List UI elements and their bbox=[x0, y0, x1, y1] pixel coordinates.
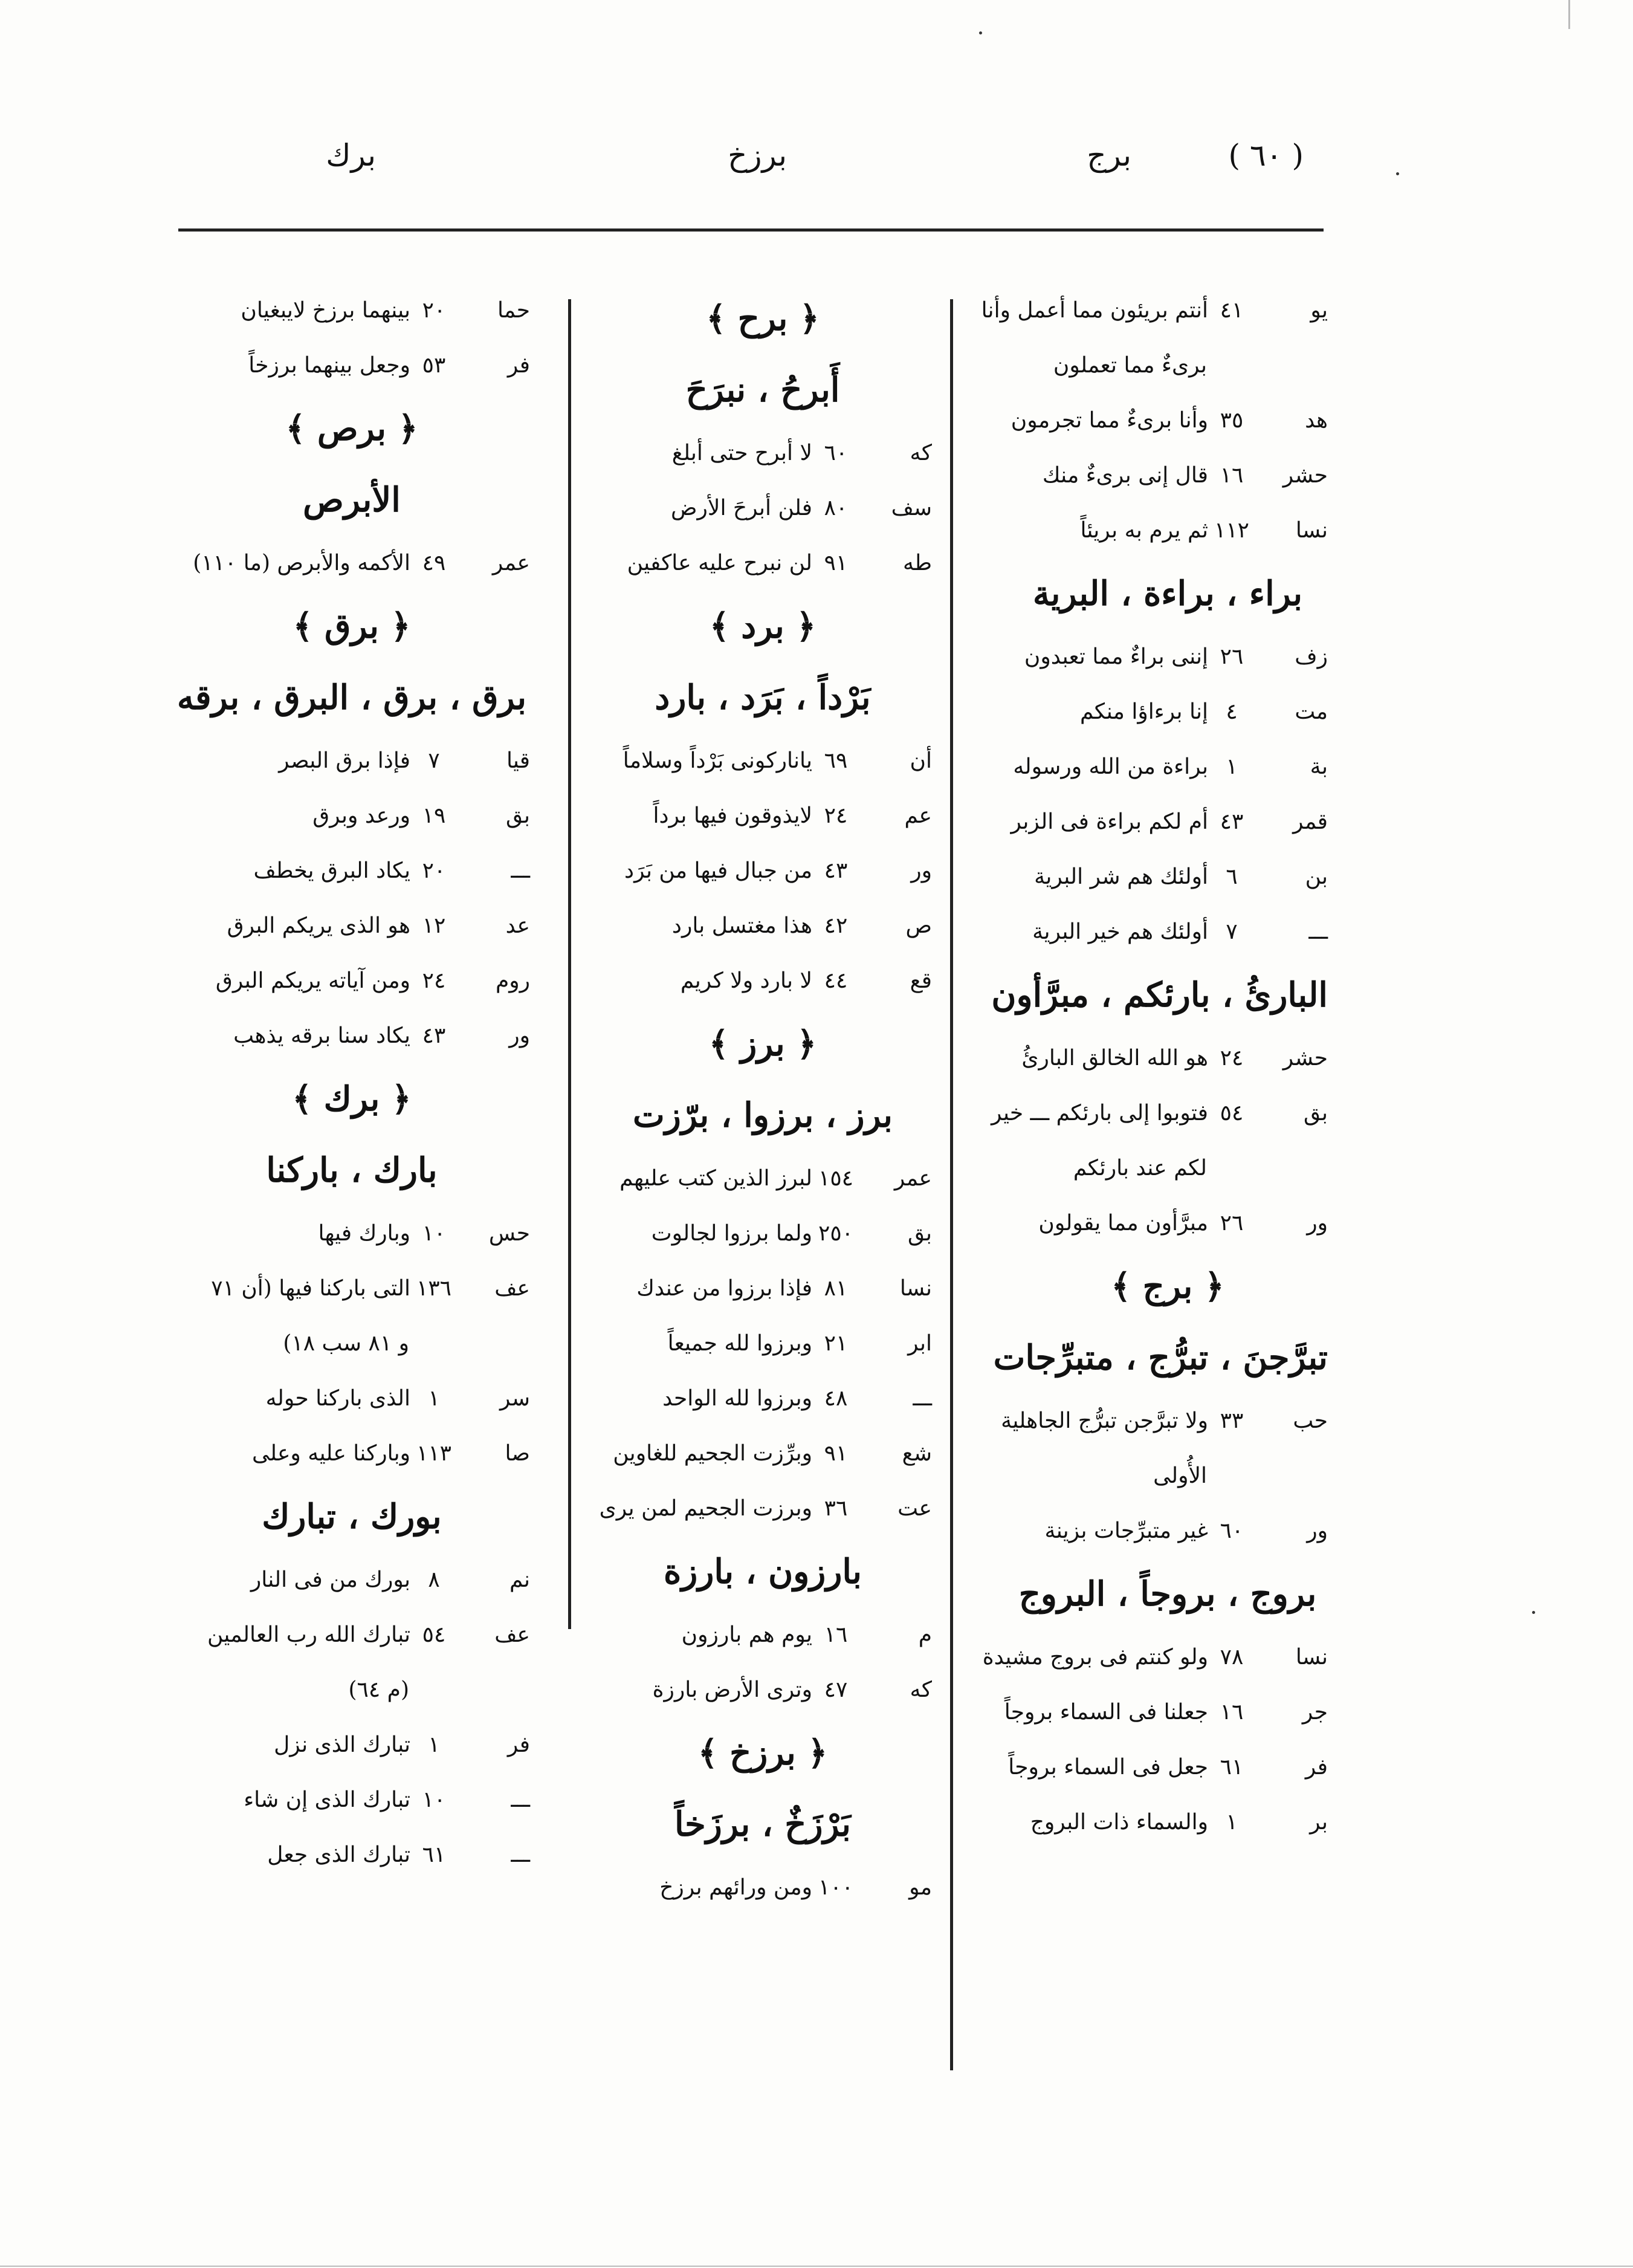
verse-entry bbox=[593, 1316, 932, 1371]
verse-entry bbox=[1004, 1685, 1328, 1740]
scan-speck bbox=[1396, 172, 1399, 175]
verse-entry bbox=[593, 733, 932, 788]
surah-ref: سف bbox=[891, 496, 932, 520]
surah-ref: ـــ bbox=[1308, 919, 1328, 944]
verse-text: وبارك فيها bbox=[318, 1221, 410, 1246]
verse-number: ١ bbox=[1226, 1810, 1238, 1835]
root-heading: ﴿ برزخ ﴾ bbox=[697, 1733, 828, 1773]
surah-ref: بر bbox=[1310, 1810, 1328, 1835]
surah-ref: نسا bbox=[899, 1276, 932, 1301]
verse-text: فلن أبرحَ الأرض bbox=[671, 496, 812, 520]
verse-number: ٢٥٠ bbox=[818, 1221, 853, 1246]
verse-number: ٥٣ bbox=[422, 353, 446, 378]
verse-number: ٦١ bbox=[422, 1842, 446, 1867]
verse-number: ٨١ bbox=[824, 1276, 848, 1301]
surah-ref: بق bbox=[505, 803, 530, 828]
verse-text: يكاد سنا برقه يذهب bbox=[233, 1023, 410, 1048]
surah-ref: مو bbox=[909, 1875, 932, 1900]
verse-continuation: (م ٦٤) bbox=[348, 1677, 409, 1702]
verse-text: لايذوقون فيها برداً bbox=[653, 803, 812, 828]
scan-speck bbox=[979, 31, 982, 34]
surah-ref: بة bbox=[1310, 754, 1328, 779]
verse-entry bbox=[173, 1261, 530, 1316]
verse-number: ٤ bbox=[1226, 699, 1238, 724]
verse-number: ٤٢ bbox=[824, 913, 848, 938]
verse-text: التى باركنا فيها (أن ٧١ bbox=[211, 1276, 410, 1301]
verse-number: ١٦ bbox=[1220, 463, 1244, 488]
verse-text: ورعد وبرق bbox=[312, 803, 410, 828]
surah-ref: فر bbox=[507, 1732, 530, 1757]
verse-entry bbox=[593, 1206, 932, 1261]
word-forms-heading: الأبرص bbox=[303, 480, 401, 520]
verse-text: لن نبرح عليه عاكفين bbox=[627, 551, 812, 575]
surah-ref: نسا bbox=[1295, 518, 1328, 543]
surah-ref: عمر bbox=[894, 1166, 932, 1191]
verse-entry bbox=[593, 898, 932, 953]
verse-entry bbox=[1007, 1503, 1328, 1558]
verse-entry bbox=[173, 1008, 530, 1063]
verse-text: تبارك الذى نزل bbox=[274, 1732, 410, 1757]
verse-text: وبرزوا لله جميعاً bbox=[667, 1331, 812, 1356]
surah-ref: ـــ bbox=[511, 1787, 530, 1812]
surah-ref: سر bbox=[499, 1386, 530, 1411]
surah-ref: حما bbox=[497, 298, 530, 323]
root-heading: ﴿ برز ﴾ bbox=[708, 1024, 817, 1064]
surah-ref: هد bbox=[1305, 408, 1328, 433]
scan-speck bbox=[1532, 1611, 1535, 1614]
verse-entry bbox=[593, 1151, 932, 1206]
verse-text: جعلنا فى السماء بروجاً bbox=[1004, 1700, 1208, 1725]
verse-text: وبرزت الجحيم لمن يرى bbox=[599, 1496, 812, 1521]
verse-entry bbox=[1007, 1031, 1328, 1086]
word-forms-heading: البارئُ ، بارئكم ، مبرَّأون bbox=[991, 975, 1328, 1015]
verse-entry bbox=[173, 843, 530, 898]
verse-number: ٢٦ bbox=[1220, 644, 1244, 669]
column-left bbox=[173, 283, 530, 1882]
verse-number: ١١٣ bbox=[416, 1441, 451, 1466]
header-rule bbox=[178, 228, 1324, 232]
word-forms-heading: بورك ، تبارك bbox=[262, 1497, 442, 1537]
verse-text: وجعل بينهما برزخاً bbox=[248, 353, 410, 378]
verse-text: براءة من الله ورسوله bbox=[1013, 754, 1208, 779]
verse-number: ١٠ bbox=[422, 1787, 446, 1812]
verse-text: أم لكم براءة فى الزبر bbox=[1011, 809, 1208, 834]
verse-number: ٩١ bbox=[824, 551, 848, 575]
verse-entry bbox=[1007, 393, 1328, 448]
verse-text: والسماء ذات البروج bbox=[1030, 1810, 1208, 1835]
verse-entry bbox=[173, 283, 530, 338]
verse-number: ١٦ bbox=[1220, 1700, 1244, 1725]
verse-continuation: الأُولى bbox=[1153, 1463, 1207, 1488]
verse-entry bbox=[173, 338, 530, 393]
verse-text: فإذا برق البصر bbox=[279, 748, 410, 773]
verse-entry bbox=[173, 1371, 530, 1426]
verse-number: ٤٣ bbox=[1220, 809, 1244, 834]
verse-entry bbox=[593, 1261, 932, 1316]
word-forms-heading: بَرْزَخٌ ، برزَخاً bbox=[674, 1804, 851, 1844]
word-forms-heading: بروج ، بروجاً ، البروج bbox=[1018, 1574, 1317, 1614]
surah-ref: م bbox=[918, 1622, 932, 1647]
verse-text: فتوبوا إلى بارئكم ـــ خير bbox=[991, 1101, 1208, 1126]
verse-entry bbox=[173, 788, 530, 843]
verse-text: وبرِّزت الجحيم للغاوين bbox=[613, 1441, 812, 1466]
surah-ref: كه bbox=[910, 441, 932, 465]
verse-entry bbox=[173, 733, 530, 788]
surah-ref: يو bbox=[1310, 298, 1328, 323]
verse-text: ولو كنتم فى بروج مشيدة bbox=[982, 1645, 1208, 1670]
verse-number: ٢٤ bbox=[422, 968, 446, 993]
verse-number: ١ bbox=[1226, 754, 1238, 779]
verse-text: هذا مغتسل بارد bbox=[671, 913, 812, 938]
column-divider-left bbox=[568, 299, 571, 1629]
verse-entry bbox=[1007, 794, 1328, 849]
verse-continuation: و ٨١ سب ١٨) bbox=[283, 1331, 409, 1356]
surah-ref: ـــ bbox=[511, 1842, 530, 1867]
column-divider-right bbox=[950, 299, 953, 2070]
verse-entry bbox=[1007, 448, 1328, 503]
surah-ref: ـــ bbox=[511, 858, 530, 883]
verse-number: ٦١ bbox=[1220, 1755, 1244, 1780]
verse-text: تبارك الذى إن شاء bbox=[244, 1787, 410, 1812]
verse-text: غير متبرِّجات بزينة bbox=[1044, 1518, 1208, 1543]
verse-text: ومن آياته يريكم البرق bbox=[215, 968, 410, 993]
verse-number: ٧٨ bbox=[1220, 1645, 1244, 1670]
column-middle bbox=[593, 283, 932, 1915]
word-forms-heading: بارزون ، بارزة bbox=[663, 1552, 862, 1592]
surah-ref: نم bbox=[509, 1567, 530, 1592]
header-word-right: برج bbox=[1087, 138, 1131, 173]
verse-text: الذى باركنا حوله bbox=[265, 1386, 410, 1411]
verse-entry bbox=[173, 1717, 530, 1772]
verse-entry bbox=[593, 536, 932, 591]
verse-entry bbox=[991, 1086, 1328, 1141]
verse-entry bbox=[173, 953, 530, 1008]
verse-text: هو الذى يريكم البرق bbox=[227, 913, 410, 938]
verse-number: ١٩ bbox=[422, 803, 446, 828]
verse-text: أولئك هم شر البرية bbox=[1034, 864, 1208, 889]
verse-entry bbox=[173, 1772, 530, 1827]
verse-entry bbox=[1007, 904, 1328, 959]
word-forms-heading: بارك ، باركنا bbox=[266, 1150, 438, 1190]
surah-ref: نسا bbox=[1295, 1645, 1328, 1670]
scan-edge bbox=[1568, 0, 1570, 29]
root-heading: ﴿ برج ﴾ bbox=[1111, 1266, 1224, 1306]
verse-number: ٣٦ bbox=[824, 1496, 848, 1521]
verse-number: ٦٠ bbox=[1220, 1518, 1244, 1543]
verse-text: ومن ورائهم برزخ bbox=[659, 1875, 812, 1900]
verse-number: ٢٤ bbox=[824, 803, 848, 828]
root-heading: ﴿ برص ﴾ bbox=[285, 409, 418, 449]
verse-number: ٢٠ bbox=[422, 298, 446, 323]
verse-text: قال إنى برىءٌ منك bbox=[1042, 463, 1208, 488]
verse-entry bbox=[173, 1552, 530, 1607]
root-heading: ﴿ برد ﴾ bbox=[709, 606, 816, 646]
word-forms-heading: براء ، براءة ، البرية bbox=[1032, 574, 1303, 614]
verse-continuation: برىءٌ مما تعملون bbox=[1053, 353, 1207, 378]
surah-ref: عف bbox=[494, 1276, 530, 1301]
verse-entry bbox=[593, 1607, 932, 1662]
verse-text: وأنا برىءٌ مما تجرمون bbox=[1011, 408, 1208, 433]
surah-ref: روم bbox=[495, 968, 530, 993]
surah-ref: أن bbox=[910, 748, 932, 773]
verse-text: يكاد البرق يخطف bbox=[253, 858, 410, 883]
verse-entry bbox=[593, 1426, 932, 1481]
verse-text: مبرَّأون مما يقولون bbox=[1038, 1211, 1208, 1236]
verse-number: ٧ bbox=[1226, 919, 1238, 944]
verse-number: ١٠٠ bbox=[818, 1875, 853, 1900]
verse-number: ٥٤ bbox=[1220, 1101, 1244, 1126]
verse-entry bbox=[593, 1662, 932, 1717]
verse-entry bbox=[173, 1607, 530, 1662]
surah-ref: صا bbox=[505, 1441, 530, 1466]
surah-ref: جر bbox=[1302, 1700, 1328, 1725]
verse-entry bbox=[593, 1481, 932, 1536]
verse-number: ١٣٦ bbox=[416, 1276, 451, 1301]
verse-text: لا أبرح حتى أبلغ bbox=[671, 441, 812, 465]
header-word-center: برزخ bbox=[728, 138, 787, 173]
header-word-left: برك bbox=[326, 138, 376, 173]
surah-ref: حس bbox=[488, 1221, 530, 1246]
verse-text: ثم يرم به بريئاً bbox=[1080, 518, 1208, 543]
surah-ref: ور bbox=[1307, 1518, 1328, 1543]
surah-ref: عت bbox=[897, 1496, 932, 1521]
surah-ref: فر bbox=[507, 353, 530, 378]
surah-ref: شع bbox=[902, 1441, 932, 1466]
verse-number: ٢٤ bbox=[1220, 1046, 1244, 1071]
verse-entry bbox=[593, 1860, 932, 1915]
verse-text: هو الله الخالق البارئُ bbox=[1021, 1046, 1208, 1071]
verse-text: لبرز الذين كتب عليهم bbox=[619, 1166, 812, 1191]
surah-ref: ور bbox=[509, 1023, 530, 1048]
surah-ref: قمر bbox=[1293, 809, 1328, 834]
surah-ref: ور bbox=[1307, 1211, 1328, 1236]
verse-text: بورك من فى النار bbox=[250, 1567, 410, 1592]
surah-ref: بق bbox=[907, 1221, 932, 1246]
verse-number: ٢٦ bbox=[1220, 1211, 1244, 1236]
root-heading: ﴿ برك ﴾ bbox=[292, 1079, 412, 1119]
verse-text: تبارك الذى جعل bbox=[267, 1842, 410, 1867]
verse-number: ٦٠ bbox=[824, 441, 848, 465]
verse-entry bbox=[173, 898, 530, 953]
verse-entry bbox=[593, 788, 932, 843]
verse-text: إننى براءٌ مما تعبدون bbox=[1024, 644, 1208, 669]
verse-entry bbox=[1007, 503, 1328, 558]
surah-ref: قع bbox=[910, 968, 932, 993]
verse-entry bbox=[173, 1206, 530, 1261]
verse-number: ١١٢ bbox=[1214, 518, 1249, 543]
verse-text: أنتم بريئون مما أعمل وأنا bbox=[981, 298, 1208, 323]
verse-text: فإذا برزوا من عندك bbox=[636, 1276, 812, 1301]
verse-text: لا بارد ولا كريم bbox=[680, 968, 812, 993]
verse-entry bbox=[1007, 684, 1328, 739]
verse-number: ٧ bbox=[428, 748, 440, 773]
page-number: ( ٦٠ ) bbox=[1228, 138, 1304, 173]
verse-entry bbox=[1007, 1740, 1328, 1795]
verse-number: ٤٤ bbox=[824, 968, 848, 993]
surah-ref: بق bbox=[1303, 1101, 1328, 1126]
verse-number: ٤٧ bbox=[824, 1677, 848, 1702]
surah-ref: حشر bbox=[1282, 463, 1328, 488]
surah-ref: حب bbox=[1293, 1408, 1328, 1433]
word-forms-heading: أَبرحُ ، نبرَحَ bbox=[685, 370, 840, 410]
verse-number: ١ bbox=[428, 1386, 440, 1411]
surah-ref: عم bbox=[904, 803, 932, 828]
surah-ref: حشر bbox=[1282, 1046, 1328, 1071]
verse-text: جعل فى السماء بروجاً bbox=[1008, 1755, 1208, 1780]
verse-entry bbox=[593, 843, 932, 898]
verse-entry bbox=[173, 1426, 530, 1481]
verse-entry bbox=[1007, 739, 1328, 794]
surah-ref: عف bbox=[494, 1622, 530, 1647]
verse-number: ١٥٤ bbox=[818, 1166, 853, 1191]
column-right bbox=[981, 283, 1328, 1850]
verse-number: ٤٣ bbox=[422, 1023, 446, 1048]
verse-text: إنا برءاؤا منكم bbox=[1079, 699, 1208, 724]
verse-entry bbox=[593, 481, 932, 536]
verse-entry bbox=[1007, 1196, 1328, 1251]
word-forms-heading: برز ، برزوا ، برّزت bbox=[632, 1095, 893, 1135]
verse-text: وترى الأرض بارزة bbox=[652, 1677, 812, 1702]
verse-entry bbox=[1007, 629, 1328, 684]
verse-number: ٦٩ bbox=[824, 748, 848, 773]
verse-number: ١٢ bbox=[422, 913, 446, 938]
verse-number: ٤٨ bbox=[824, 1386, 848, 1411]
verse-entry bbox=[1007, 849, 1328, 904]
verse-entry bbox=[1007, 1795, 1328, 1850]
verse-number: ٤٣ bbox=[824, 858, 848, 883]
word-forms-heading: بَرْداً ، بَرَد ، بارد bbox=[655, 678, 871, 718]
surah-ref: عمر bbox=[492, 551, 530, 575]
surah-ref: ور bbox=[911, 858, 932, 883]
verse-text: من جبال فيها من بَرَد bbox=[624, 858, 812, 883]
surah-ref: فر bbox=[1305, 1755, 1328, 1780]
verse-number: ٢١ bbox=[824, 1331, 848, 1356]
verse-text: بينهما برزخ لايبغيان bbox=[241, 298, 410, 323]
verse-number: ٤١ bbox=[1220, 298, 1244, 323]
verse-number: ٨٠ bbox=[824, 496, 848, 520]
surah-ref: زف bbox=[1295, 644, 1328, 669]
surah-ref: كه bbox=[910, 1677, 932, 1702]
surah-ref: مت bbox=[1295, 699, 1328, 724]
verse-number: ٢٠ bbox=[422, 858, 446, 883]
verse-entry bbox=[173, 536, 530, 591]
verse-text: أولئك هم خير البرية bbox=[1032, 919, 1208, 944]
verse-entry bbox=[593, 1371, 932, 1426]
verse-number: ٦ bbox=[1226, 864, 1238, 889]
surah-ref: ـــ bbox=[913, 1386, 932, 1411]
verse-text: وبرزوا لله الواحد bbox=[662, 1386, 812, 1411]
verse-entry bbox=[1001, 1393, 1328, 1448]
verse-number: ٥٤ bbox=[422, 1622, 446, 1647]
verse-number: ٣٣ bbox=[1220, 1408, 1244, 1433]
verse-entry bbox=[593, 426, 932, 481]
surah-ref: طه bbox=[903, 551, 932, 575]
root-heading: ﴿ برق ﴾ bbox=[293, 606, 411, 646]
verse-number: ٨ bbox=[428, 1567, 440, 1592]
verse-number: ٩١ bbox=[824, 1441, 848, 1466]
surah-ref: عد bbox=[505, 913, 530, 938]
verse-entry bbox=[593, 953, 932, 1008]
verse-text: يوم هم بارزون bbox=[681, 1622, 812, 1647]
surah-ref: قيا bbox=[506, 748, 530, 773]
verse-continuation: لكم عند بارئكم bbox=[1073, 1156, 1207, 1181]
word-forms-heading: تبرَّجنَ ، تبرُّج ، متبرِّجات bbox=[993, 1338, 1328, 1378]
surah-ref: ص bbox=[905, 913, 932, 938]
verse-entry bbox=[981, 283, 1328, 338]
verse-text: وباركنا عليه وعلى bbox=[252, 1441, 410, 1466]
verse-number: ١ bbox=[428, 1732, 440, 1757]
scan-edge bbox=[0, 2266, 1633, 2267]
verse-text: الأكمه والأبرص (ما ١١٠) bbox=[193, 551, 410, 575]
verse-entry bbox=[173, 1827, 530, 1882]
verse-number: ٤٩ bbox=[422, 551, 446, 575]
verse-text: ولا تبرَّجن تبرُّج الجاهلية bbox=[1001, 1408, 1208, 1433]
root-heading: ﴿ برح ﴾ bbox=[706, 299, 820, 339]
verse-number: ١٦ bbox=[824, 1622, 848, 1647]
verse-number: ٣٥ bbox=[1220, 408, 1244, 433]
verse-text: ولما برزوا لجالوت bbox=[651, 1221, 812, 1246]
verse-number: ١٠ bbox=[422, 1221, 446, 1246]
word-forms-heading: برق ، برق ، البرق ، برقه bbox=[176, 678, 527, 718]
verse-text: تبارك الله رب العالمين bbox=[207, 1622, 410, 1647]
verse-entry bbox=[982, 1630, 1328, 1685]
verse-text: ياناركونى بَرْداً وسلاماً bbox=[622, 748, 812, 773]
surah-ref: ابر bbox=[908, 1331, 932, 1356]
surah-ref: بن bbox=[1305, 864, 1328, 889]
